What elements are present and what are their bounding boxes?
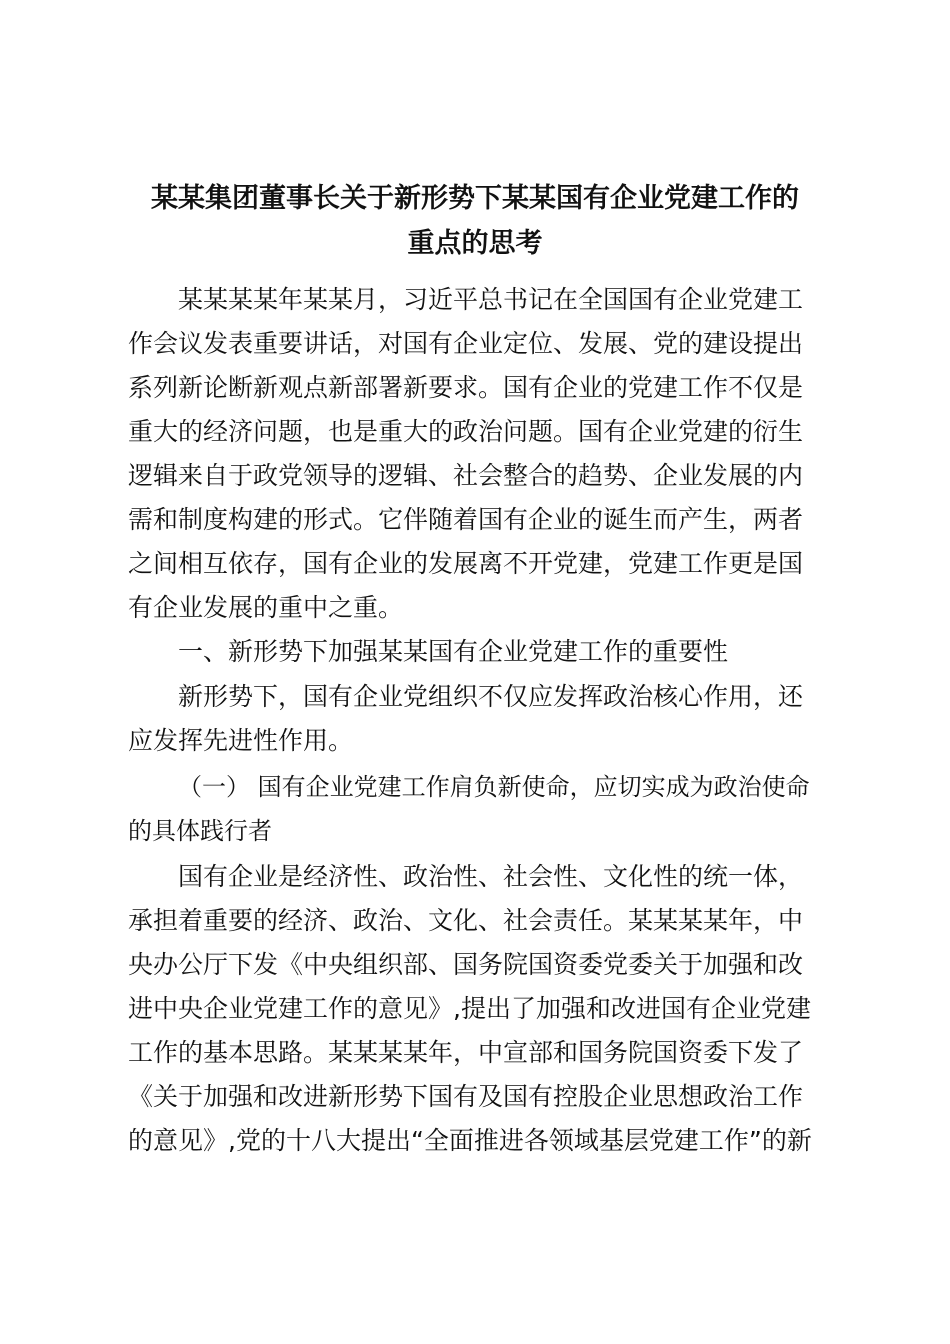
paragraph-3-line-2: 承担着重要的经济、政治、文化、社会责任。某某某某年，中: [128, 906, 804, 935]
paragraph-1-line-5: 逻辑来自于政党领导的逻辑、社会整合的趋势、企业发展的内: [128, 461, 804, 490]
paragraph-1-line-8: 有企业发展的重中之重。: [128, 593, 404, 622]
paragraph-3-line-6: 《关于加强和改进新形势下国有及国有控股企业思想政治工作: [128, 1082, 804, 1111]
paragraph-3-line-3: 央办公厅下发《中央组织部、国务院国资委党委关于加强和改: [128, 950, 804, 979]
document-title-line-1: 某某集团董事长关于新形势下某某国有企业党建工作的: [151, 183, 799, 214]
document-title-line-2: 重点的思考: [407, 228, 543, 259]
subsection-heading-1-line-1: （一） 国有企业党建工作肩负新使命，应切实成为政治使命: [178, 773, 810, 801]
paragraph-1-line-2: 作会议发表重要讲话，对国有企业定位、发展、党的建设提出: [128, 329, 804, 358]
paragraph-1-line-3: 系列新论断新观点新部署新要求。国有企业的党建工作不仅是: [128, 373, 804, 402]
paragraph-1-line-7: 之间相互依存，国有企业的发展离不开党建，党建工作更是国: [128, 549, 804, 578]
paragraph-3-line-7: 的意见》,党的十八大提出“全面推进各领域基层党建工作”的新: [128, 1126, 812, 1155]
paragraph-3-line-1: 国有企业是经济性、政治性、社会性、文化性的统一体，: [178, 862, 804, 891]
paragraph-3-line-4: 进中央企业党建工作的意见》,提出了加强和改进国有企业党建: [128, 994, 811, 1023]
section-heading-1: 一、新形势下加强某某国有企业党建工作的重要性: [178, 637, 729, 666]
paragraph-1-line-6: 需和制度构建的形式。它伴随着国有企业的诞生而产生，两者: [128, 505, 804, 534]
paragraph-1-line-4: 重大的经济问题，也是重大的政治问题。国有企业党建的衍生: [128, 417, 804, 446]
subsection-heading-1-line-2: 的具体践行者: [128, 817, 272, 845]
paragraph-2-line-1: 新形势下，国有企业党组织不仅应发挥政治核心作用，还: [178, 682, 804, 711]
paragraph-2-line-2: 应发挥先进性作用。: [128, 726, 354, 755]
paragraph-1-line-1: 某某某某年某某月，习近平总书记在全国国有企业党建工: [178, 285, 804, 314]
paragraph-3-line-5: 工作的基本思路。某某某某年，中宣部和国务院国资委下发了: [128, 1038, 804, 1067]
